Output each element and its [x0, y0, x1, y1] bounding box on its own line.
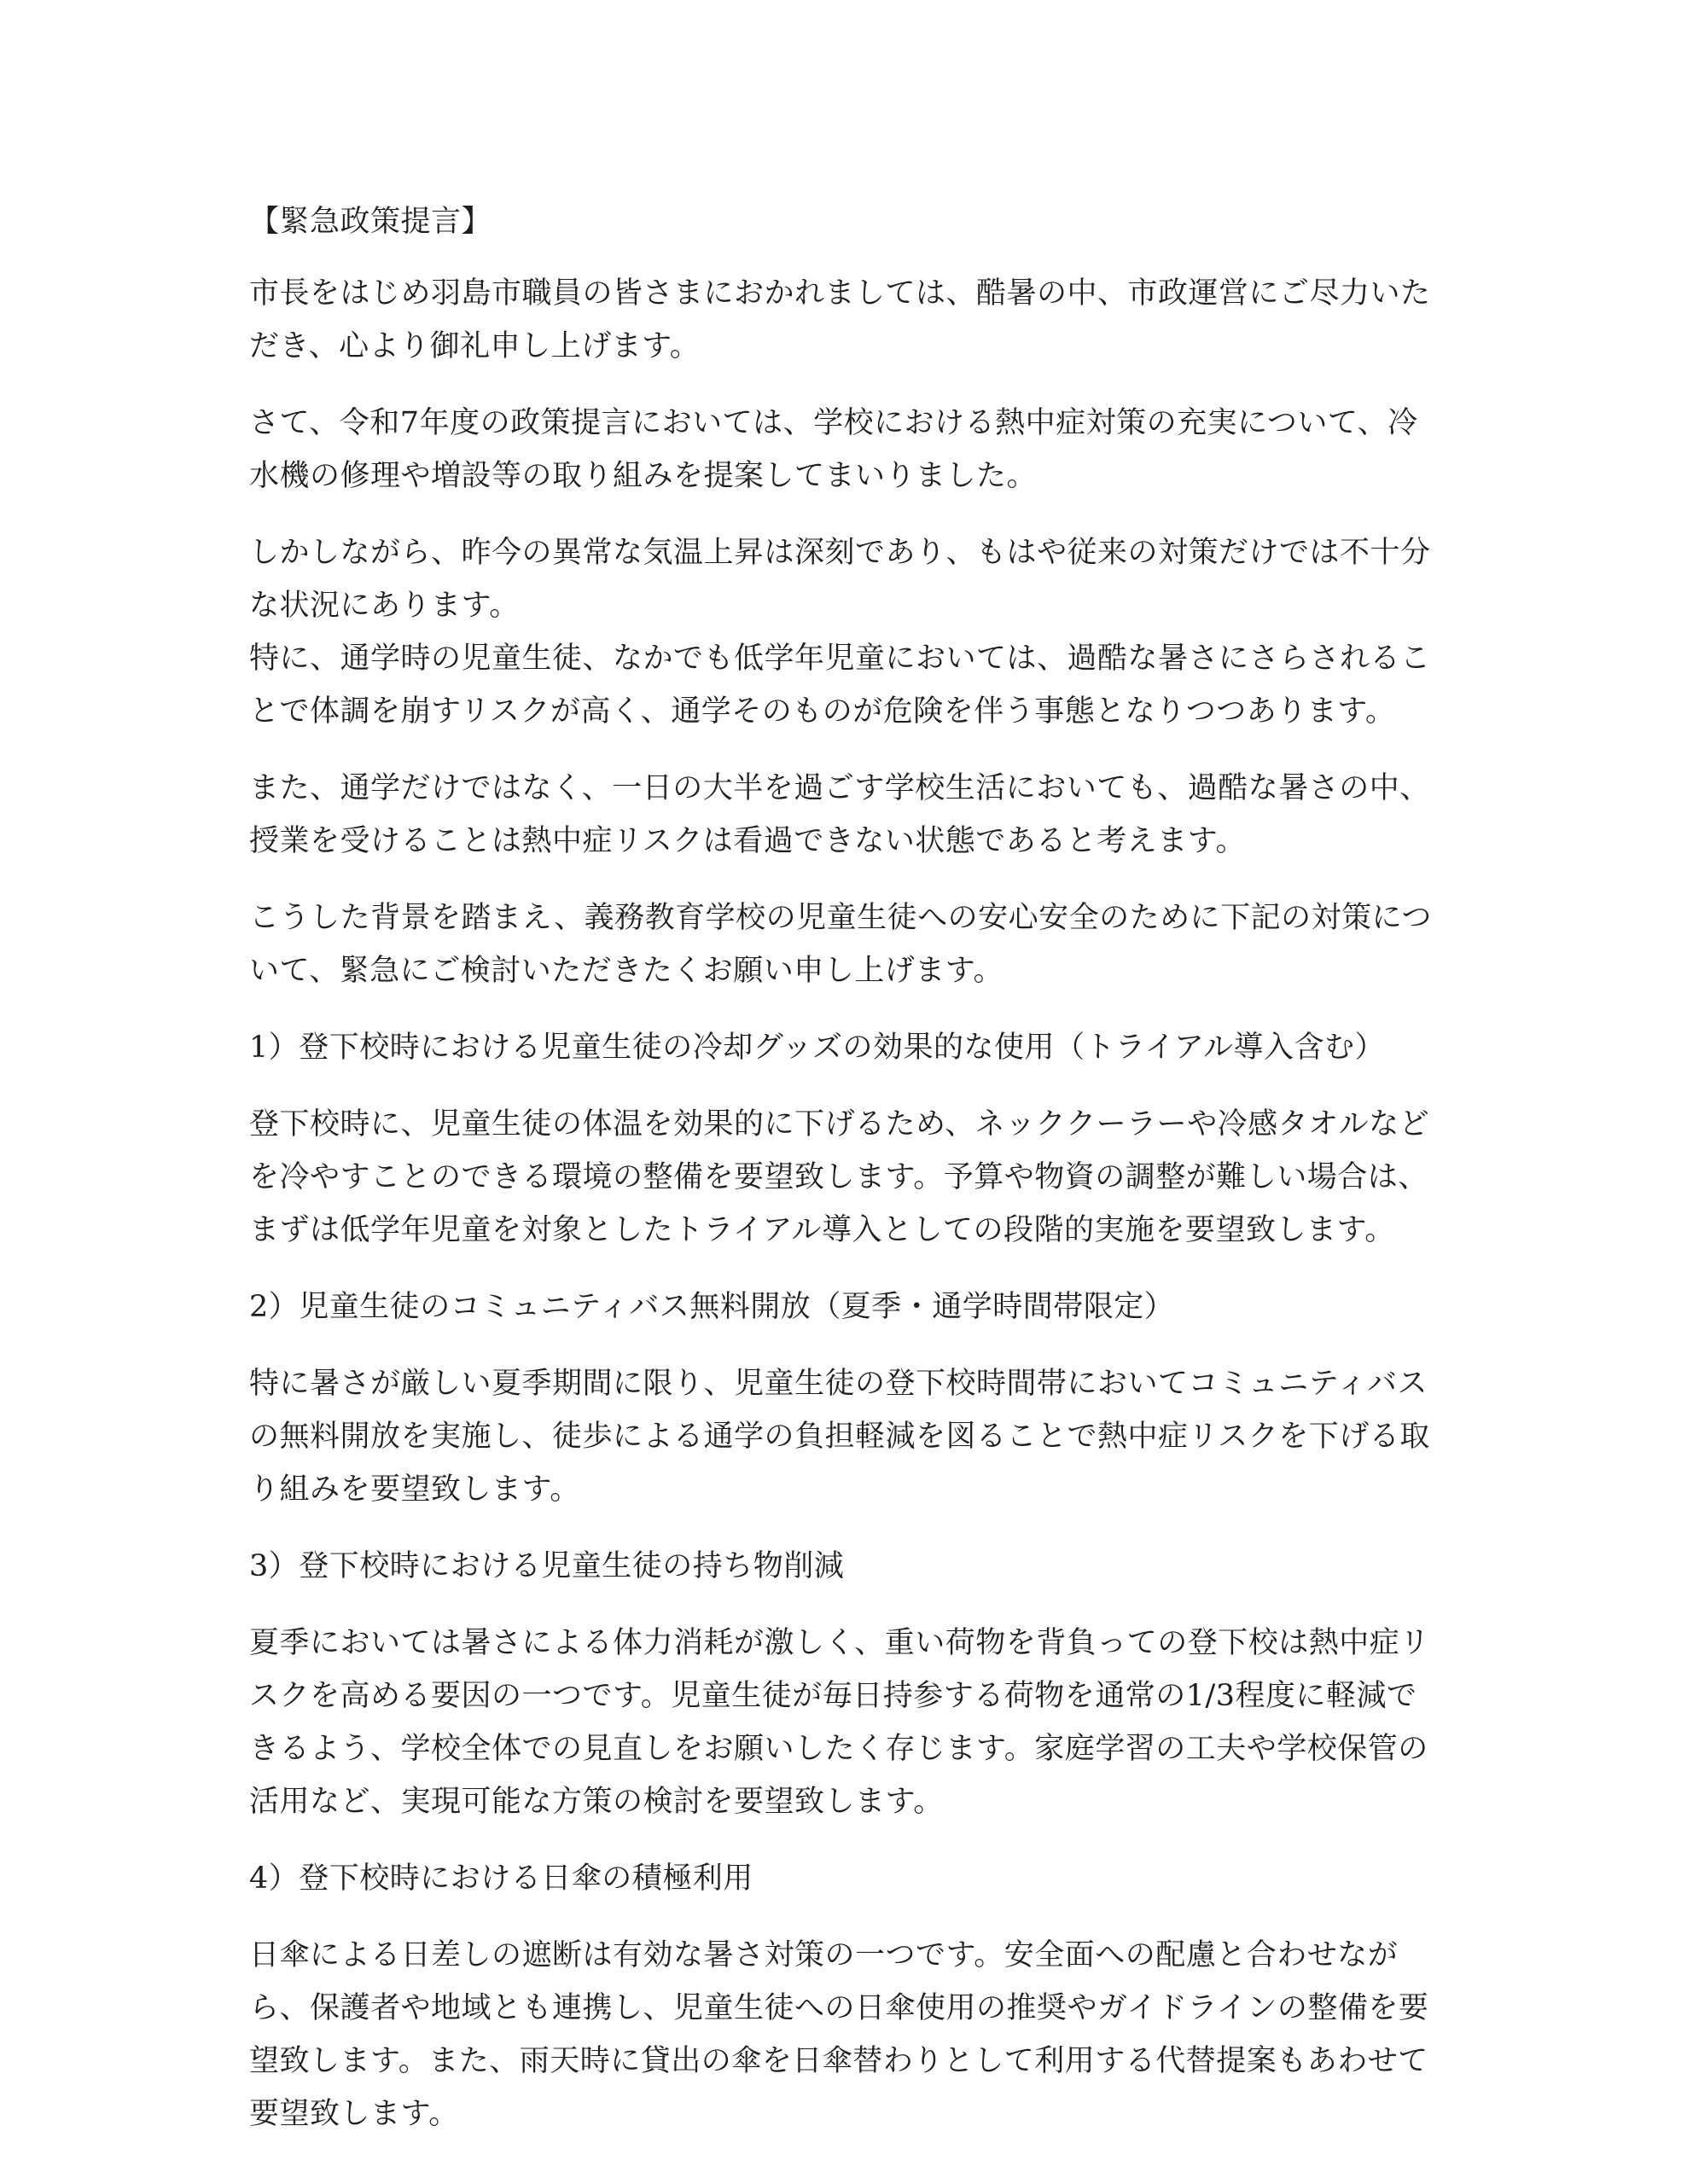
paragraph-commute-risk: 特に、通学時の児童生徒、なかでも低学年児童においては、過酷な暑さにさらされることで体調を崩すリスクが高く、通学そのものが危険を伴う事態となりつつあります。: [249, 642, 1431, 729]
paragraph-previous-proposal: さて、令和7年度の政策提言においては、学校における熱中症対策の充実について、冷水機の修理や増設等の取り組みを提案してまいりました。: [249, 406, 1418, 493]
paragraph-situation: しかしながら、昨今の異常な気温上昇は深刻であり、もはや従来の対策だけでは不十分な状況にあります。: [249, 536, 1431, 623]
item-body-4: 日傘による日差しの遮断は有効な暑さ対策の一つです。安全面への配慮と合わせながら、保護者や地域とも連携し、児童生徒への日傘使用の推奨やガイドラインの整備を要望致します。また、雨天時に貸出の傘を日傘替わりとして利用する代替提案もあわせて要望致します。: [249, 1938, 1429, 2131]
paragraph-situation-block: [249, 526, 1437, 738]
item-body-1: 登下校時に、児童生徒の体温を効果的に下げるため、ネッククーラーや冷感タオルなどを冷やすことのできる環境の整備を要望致します。予算や物資の調整が難しい場合は、まずは低学年児童を対象としたトライアル導入としての段階的実施を要望致します。: [249, 1107, 1430, 1247]
paragraph-request: こうした背景を踏まえ、義務教育学校の児童生徒への安心安全のために下記の対策について、緊急にご検討いただきたくお願い申し上げます。: [249, 901, 1432, 988]
paragraph-greeting: 市長をはじめ羽島市職員の皆さまにおかれましては、酷暑の中、市政運営にご尽力いただき、心より御礼申し上げます。: [249, 276, 1431, 363]
item-body-2: 特に暑さが厳しい夏季期間に限り、児童生徒の登下校時間帯においてコミュニティバスの無料開放を実施し、徒歩による通学の負担軽減を図ることで熱中症リスクを下げる取り組みを要望致します。: [249, 1367, 1430, 1507]
item-heading-1: 1）登下校時における児童生徒の冷却グッズの効果的な使用（トライアル導入含む）: [249, 1031, 1386, 1065]
document-body: [249, 195, 1437, 2164]
item-heading-2: 2）児童生徒のコミュニティバス無料開放（夏季・通学時間帯限定）: [249, 1290, 1175, 1324]
item-heading-4: 4）登下校時における日傘の積極利用: [249, 1862, 753, 1896]
item-heading-3: 3）登下校時における児童生徒の持ち物削減: [249, 1549, 845, 1583]
paragraph-school-life: また、通学だけではなく、一日の大半を過ごす学校生活においても、過酷な暑さの中、授業を受けることは熱中症リスクは看過できない状態であると考えます。: [249, 771, 1430, 858]
item-body-3: 夏季においては暑さによる体力消耗が激しく、重い荷物を背負っての登下校は熱中症リスクを高める要因の一つです。児童生徒が毎日持参する荷物を通常の1/3程度に軽減できるよう、学校全体での見直しをお願いしたく存じます。家庭学習の工夫や学校保管の活用など、実現可能な方策の検討を要望致します。: [249, 1626, 1430, 1819]
document-title: 【緊急政策提言】: [249, 205, 492, 239]
